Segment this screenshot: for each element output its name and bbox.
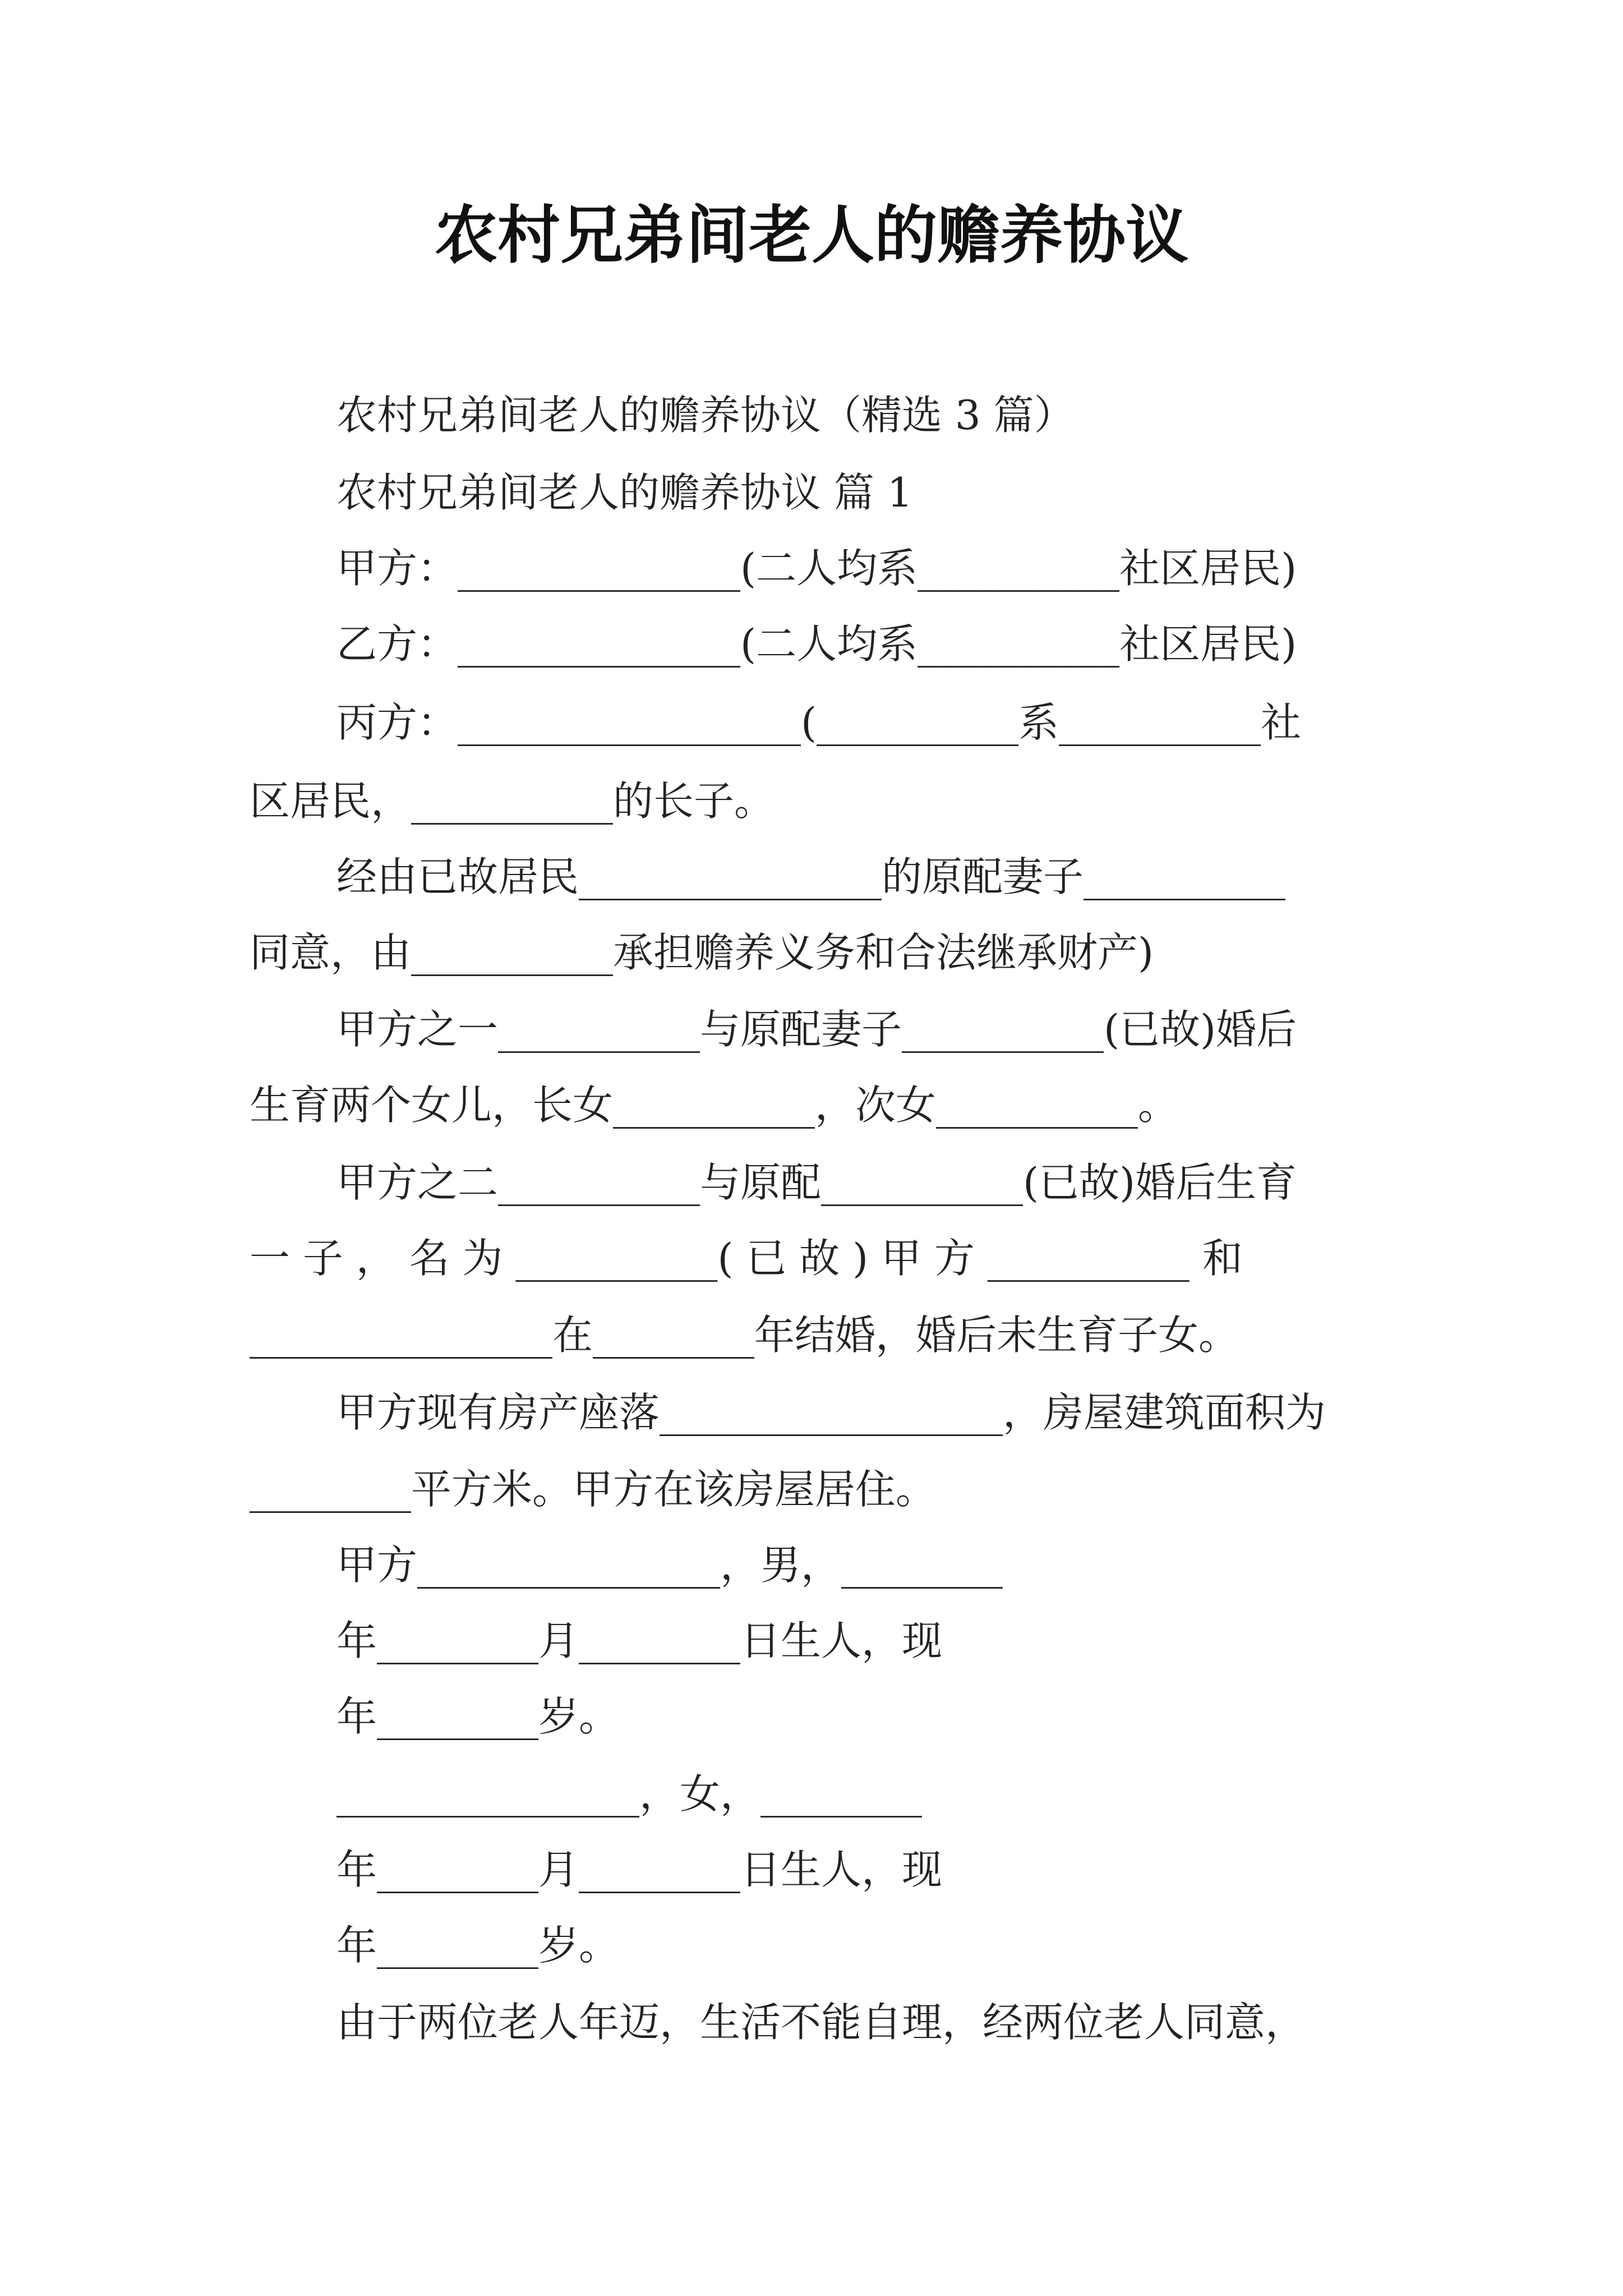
paragraph-line: 年________月________日生人，现 <box>336 1617 943 1664</box>
paragraph-line: 一 子 ， 名 为 __________( 已 故 ) 甲 方 __________ 和 <box>250 1235 1243 1282</box>
paragraph-line: ________平方米。甲方在该房屋居住。 <box>250 1466 937 1513</box>
party-c-line-cont: 区居民，__________的长子。 <box>250 777 775 825</box>
paragraph-line: 年________岁。 <box>336 1693 620 1740</box>
paragraph-line: _______________在________年结婚，婚后未生育子女。 <box>250 1312 1239 1359</box>
paragraph-line: 甲方之二__________与原配__________(已故)婚后生育 <box>336 1159 1297 1206</box>
paragraph-line: _______________，女，________ <box>336 1770 923 1818</box>
paragraph-line: 同意，由__________承担赡养义务和合法继承财产) <box>250 929 1154 976</box>
party-c-line: 丙方：_________________(__________系__________社 <box>336 699 1302 746</box>
paragraph-line: 年________岁。 <box>336 1922 620 1969</box>
document-title: 农村兄弟间老人的赡养协议 <box>435 199 1188 272</box>
paragraph-line: 甲方_______________，男，________ <box>336 1542 1003 1589</box>
subtitle-part-1: 农村兄弟间老人的赡养协议 篇 1 <box>336 469 913 516</box>
subtitle-collection: 农村兄弟间老人的赡养协议（精选 3 篇） <box>336 392 1075 439</box>
paragraph-line: 甲方之一__________与原配妻子__________(已故)婚后 <box>336 1006 1297 1053</box>
party-a-line: 甲方：______________(二人均系__________社区居民) <box>336 545 1297 592</box>
paragraph-line: 生育两个女儿，长女__________，次女__________。 <box>250 1082 1179 1129</box>
party-b-line: 乙方：______________(二人均系__________社区居民) <box>336 620 1297 668</box>
paragraph-line: 由于两位老人年迈，生活不能自理，经两位老人同意， <box>336 1999 1306 2046</box>
paragraph-line: 年________月________日生人，现 <box>336 1846 943 1893</box>
paragraph-line: 甲方现有房产座落_________________，房屋建筑面积为 <box>336 1389 1326 1436</box>
paragraph-line: 经由已故居民_______________的原配妻子__________ <box>336 853 1286 900</box>
